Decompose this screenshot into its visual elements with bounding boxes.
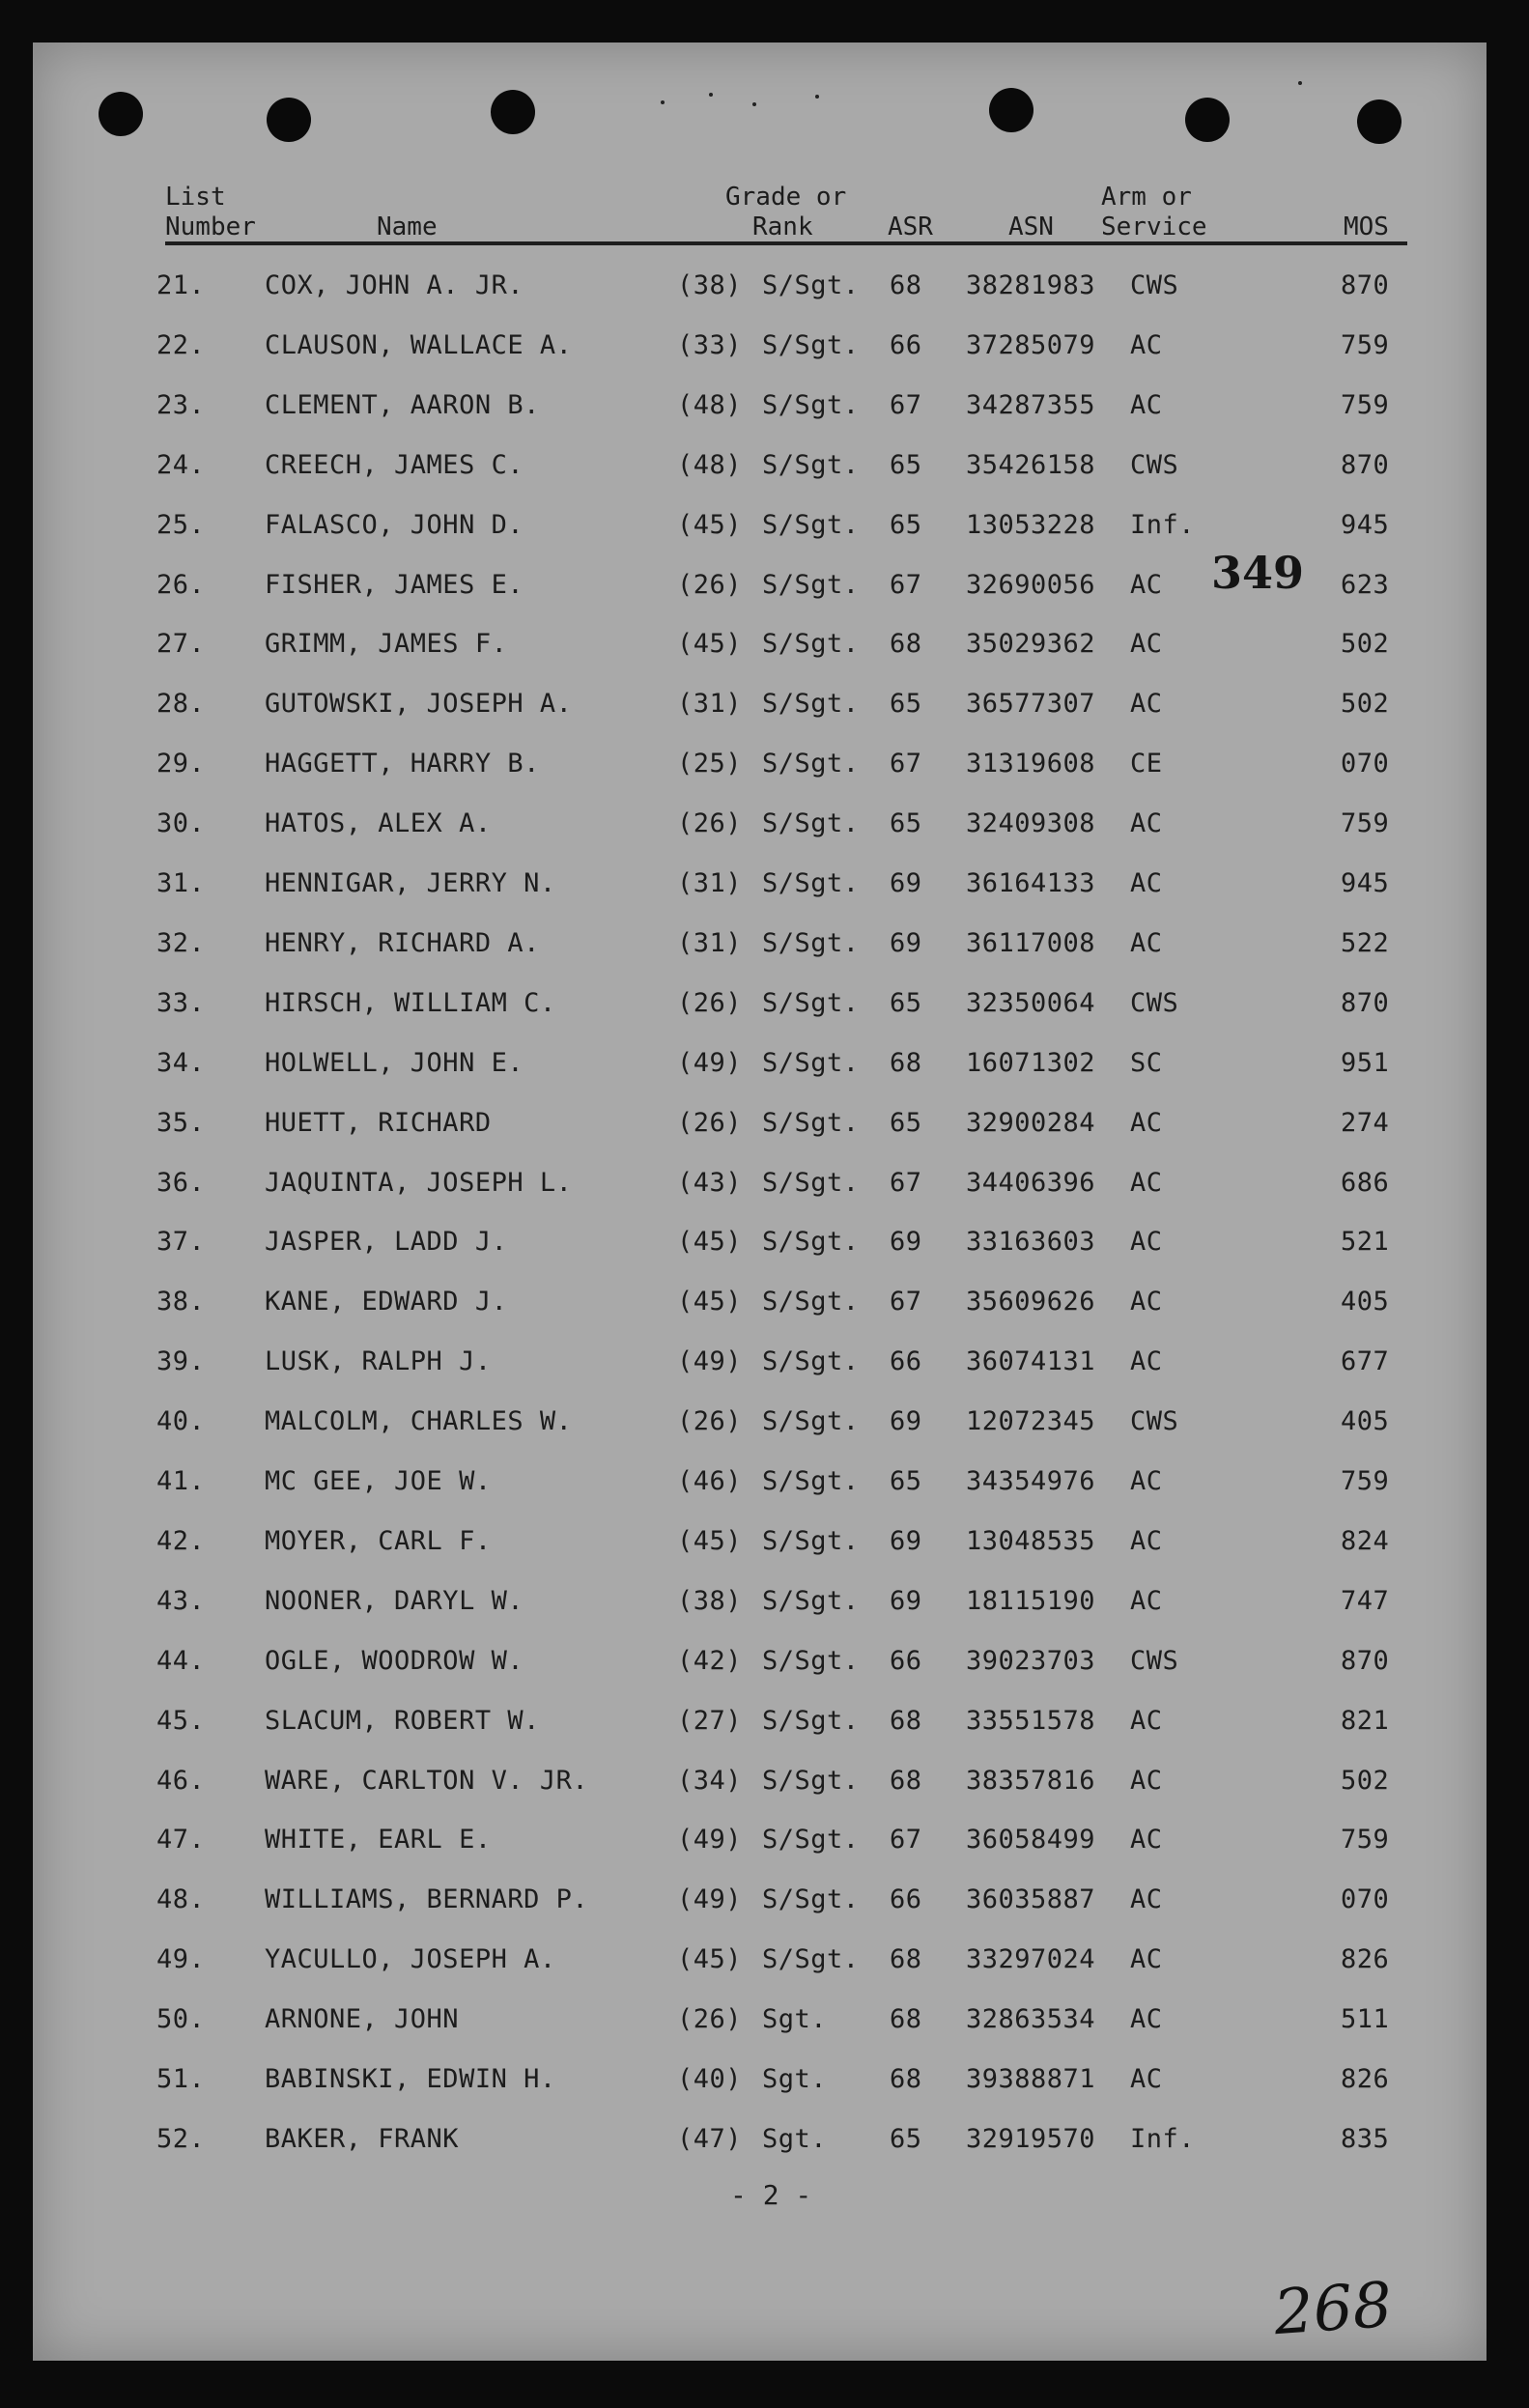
cell-age: (26) bbox=[677, 2004, 743, 2035]
cell-asn: 32863534 bbox=[966, 2004, 1096, 2035]
cell-age: (26) bbox=[677, 1107, 743, 1138]
cell-list-number: 21. bbox=[156, 270, 206, 300]
cell-asr: 68 bbox=[890, 270, 922, 300]
cell-name: HIRSCH, WILLIAM C. bbox=[265, 987, 556, 1018]
cell-arm-service: CE bbox=[1130, 749, 1163, 779]
cell-grade: S/Sgt. bbox=[762, 1227, 860, 1258]
cell-mos: 759 bbox=[1341, 329, 1390, 360]
cell-name: WARE, CARLTON V. JR. bbox=[265, 1765, 589, 1796]
cell-arm-service: AC bbox=[1130, 1107, 1163, 1138]
speck bbox=[661, 100, 665, 104]
punch-hole bbox=[491, 90, 535, 134]
cell-mos: 945 bbox=[1341, 868, 1390, 898]
cell-arm-service: AC bbox=[1130, 689, 1163, 720]
cell-list-number: 30. bbox=[156, 808, 206, 839]
cell-age: (25) bbox=[677, 749, 743, 779]
cell-grade: S/Sgt. bbox=[762, 1585, 860, 1616]
cell-mos: 677 bbox=[1341, 1346, 1390, 1377]
cell-mos: 747 bbox=[1341, 1585, 1390, 1616]
cell-list-number: 35. bbox=[156, 1107, 206, 1138]
cell-list-number: 31. bbox=[156, 868, 206, 898]
cell-grade: S/Sgt. bbox=[762, 1107, 860, 1138]
cell-name: WHITE, EARL E. bbox=[265, 1825, 492, 1856]
cell-grade: S/Sgt. bbox=[762, 689, 860, 720]
cell-asr: 65 bbox=[890, 2123, 922, 2154]
cell-mos: 821 bbox=[1341, 1705, 1390, 1736]
cell-asr: 69 bbox=[890, 927, 922, 958]
cell-name: MOYER, CARL F. bbox=[265, 1525, 492, 1556]
cell-list-number: 45. bbox=[156, 1705, 206, 1736]
cell-grade: S/Sgt. bbox=[762, 270, 860, 300]
cell-asn: 32409308 bbox=[966, 808, 1096, 839]
cell-age: (38) bbox=[677, 1585, 743, 1616]
cell-mos: 759 bbox=[1341, 389, 1390, 420]
header-asn: ASN bbox=[1008, 212, 1054, 241]
cell-arm-service: AC bbox=[1130, 868, 1163, 898]
cell-mos: 405 bbox=[1341, 1287, 1390, 1317]
cell-grade: S/Sgt. bbox=[762, 1287, 860, 1317]
cell-list-number: 41. bbox=[156, 1466, 206, 1496]
cell-name: HATOS, ALEX A. bbox=[265, 808, 492, 839]
header-grade-2: Rank bbox=[752, 212, 813, 241]
cell-list-number: 28. bbox=[156, 689, 206, 720]
cell-asr: 67 bbox=[890, 1167, 922, 1198]
header-list-number-1: List bbox=[165, 183, 226, 212]
cell-asn: 38281983 bbox=[966, 270, 1096, 300]
cell-asn: 34406396 bbox=[966, 1167, 1096, 1198]
cell-asr: 68 bbox=[890, 2064, 922, 2094]
cell-asn: 12072345 bbox=[966, 1406, 1096, 1437]
cell-asn: 35426158 bbox=[966, 449, 1096, 480]
cell-asr: 65 bbox=[890, 1466, 922, 1496]
cell-asr: 69 bbox=[890, 1525, 922, 1556]
cell-age: (26) bbox=[677, 808, 743, 839]
cell-age: (45) bbox=[677, 1227, 743, 1258]
cell-grade: S/Sgt. bbox=[762, 1765, 860, 1796]
cell-mos: 521 bbox=[1341, 1227, 1390, 1258]
cell-asn: 36035887 bbox=[966, 1884, 1096, 1915]
cell-asr: 67 bbox=[890, 1825, 922, 1856]
cell-grade: Sgt. bbox=[762, 2123, 828, 2154]
cell-age: (49) bbox=[677, 1346, 743, 1377]
cell-name: BAKER, FRANK bbox=[265, 2123, 460, 2154]
cell-asn: 39023703 bbox=[966, 1645, 1096, 1676]
cell-asr: 66 bbox=[890, 329, 922, 360]
cell-age: (47) bbox=[677, 2123, 743, 2154]
cell-asn: 35029362 bbox=[966, 629, 1096, 660]
cell-list-number: 51. bbox=[156, 2064, 206, 2094]
cell-arm-service: AC bbox=[1130, 1944, 1163, 1975]
header-arm-2: Service bbox=[1101, 212, 1207, 241]
cell-mos: 759 bbox=[1341, 1466, 1390, 1496]
punch-hole bbox=[989, 88, 1033, 132]
cell-list-number: 34. bbox=[156, 1047, 206, 1078]
cell-list-number: 22. bbox=[156, 329, 206, 360]
cell-age: (26) bbox=[677, 1406, 743, 1437]
cell-age: (34) bbox=[677, 1765, 743, 1796]
cell-arm-service: AC bbox=[1130, 1227, 1163, 1258]
cell-arm-service: CWS bbox=[1130, 987, 1179, 1018]
cell-asr: 68 bbox=[890, 1944, 922, 1975]
cell-mos: 522 bbox=[1341, 927, 1390, 958]
cell-asr: 66 bbox=[890, 1645, 922, 1676]
cell-age: (27) bbox=[677, 1705, 743, 1736]
cell-list-number: 52. bbox=[156, 2123, 206, 2154]
cell-asn: 38357816 bbox=[966, 1765, 1096, 1796]
cell-asr: 65 bbox=[890, 987, 922, 1018]
speck bbox=[709, 93, 713, 97]
cell-asn: 16071302 bbox=[966, 1047, 1096, 1078]
cell-mos: 070 bbox=[1341, 1884, 1390, 1915]
cell-arm-service: AC bbox=[1130, 1287, 1163, 1317]
cell-grade: S/Sgt. bbox=[762, 509, 860, 540]
cell-list-number: 47. bbox=[156, 1825, 206, 1856]
cell-arm-service: AC bbox=[1130, 569, 1163, 600]
cell-arm-service: AC bbox=[1130, 1585, 1163, 1616]
cell-mos: 502 bbox=[1341, 689, 1390, 720]
cell-asn: 34354976 bbox=[966, 1466, 1096, 1496]
punch-hole bbox=[267, 98, 311, 142]
cell-mos: 511 bbox=[1341, 2004, 1390, 2035]
cell-arm-service: CWS bbox=[1130, 1406, 1179, 1437]
cell-age: (33) bbox=[677, 329, 743, 360]
cell-age: (45) bbox=[677, 629, 743, 660]
cell-grade: S/Sgt. bbox=[762, 449, 860, 480]
cell-list-number: 25. bbox=[156, 509, 206, 540]
cell-asn: 35609626 bbox=[966, 1287, 1096, 1317]
cell-arm-service: AC bbox=[1130, 629, 1163, 660]
cell-arm-service: CWS bbox=[1130, 270, 1179, 300]
cell-name: CLEMENT, AARON B. bbox=[265, 389, 540, 420]
cell-asr: 67 bbox=[890, 569, 922, 600]
cell-mos: 870 bbox=[1341, 270, 1390, 300]
cell-asn: 13053228 bbox=[966, 509, 1096, 540]
punch-hole bbox=[1185, 98, 1230, 142]
cell-arm-service: AC bbox=[1130, 808, 1163, 839]
stamp-number: 349 bbox=[1211, 547, 1305, 599]
cell-grade: S/Sgt. bbox=[762, 1705, 860, 1736]
cell-mos: 274 bbox=[1341, 1107, 1390, 1138]
cell-asn: 34287355 bbox=[966, 389, 1096, 420]
cell-asr: 67 bbox=[890, 1287, 922, 1317]
cell-asr: 67 bbox=[890, 749, 922, 779]
cell-age: (26) bbox=[677, 569, 743, 600]
cell-list-number: 39. bbox=[156, 1346, 206, 1377]
cell-age: (48) bbox=[677, 449, 743, 480]
cell-arm-service: AC bbox=[1130, 1525, 1163, 1556]
cell-grade: S/Sgt. bbox=[762, 749, 860, 779]
cell-arm-service: AC bbox=[1130, 2004, 1163, 2035]
cell-name: HAGGETT, HARRY B. bbox=[265, 749, 540, 779]
cell-asn: 33297024 bbox=[966, 1944, 1096, 1975]
punch-hole bbox=[1357, 99, 1402, 144]
cell-name: SLACUM, ROBERT W. bbox=[265, 1705, 540, 1736]
cell-age: (31) bbox=[677, 689, 743, 720]
cell-grade: S/Sgt. bbox=[762, 927, 860, 958]
cell-asn: 13048535 bbox=[966, 1525, 1096, 1556]
cell-name: GRIMM, JAMES F. bbox=[265, 629, 508, 660]
cell-name: KANE, EDWARD J. bbox=[265, 1287, 508, 1317]
cell-name: JASPER, LADD J. bbox=[265, 1227, 508, 1258]
cell-asr: 66 bbox=[890, 1884, 922, 1915]
cell-name: GUTOWSKI, JOSEPH A. bbox=[265, 689, 573, 720]
cell-list-number: 27. bbox=[156, 629, 206, 660]
page-number: - 2 - bbox=[730, 2179, 812, 2211]
cell-name: HOLWELL, JOHN E. bbox=[265, 1047, 524, 1078]
speck bbox=[1298, 81, 1302, 85]
header-rule bbox=[165, 241, 1407, 245]
cell-age: (40) bbox=[677, 2064, 743, 2094]
cell-list-number: 42. bbox=[156, 1525, 206, 1556]
cell-list-number: 48. bbox=[156, 1884, 206, 1915]
document-page bbox=[33, 42, 1487, 2361]
cell-arm-service: CWS bbox=[1130, 449, 1179, 480]
cell-arm-service: AC bbox=[1130, 1825, 1163, 1856]
cell-age: (43) bbox=[677, 1167, 743, 1198]
cell-name: MALCOLM, CHARLES W. bbox=[265, 1406, 573, 1437]
cell-grade: S/Sgt. bbox=[762, 1346, 860, 1377]
cell-age: (26) bbox=[677, 987, 743, 1018]
cell-asr: 68 bbox=[890, 1047, 922, 1078]
cell-age: (49) bbox=[677, 1047, 743, 1078]
cell-age: (49) bbox=[677, 1884, 743, 1915]
cell-arm-service: AC bbox=[1130, 1705, 1163, 1736]
cell-age: (46) bbox=[677, 1466, 743, 1496]
cell-asr: 65 bbox=[890, 509, 922, 540]
cell-asn: 33551578 bbox=[966, 1705, 1096, 1736]
speck bbox=[815, 95, 819, 99]
cell-name: CREECH, JAMES C. bbox=[265, 449, 524, 480]
cell-asn: 36577307 bbox=[966, 689, 1096, 720]
cell-asr: 69 bbox=[890, 1585, 922, 1616]
cell-age: (31) bbox=[677, 868, 743, 898]
cell-arm-service: AC bbox=[1130, 1884, 1163, 1915]
cell-arm-service: Inf. bbox=[1130, 2123, 1196, 2154]
cell-arm-service: Inf. bbox=[1130, 509, 1196, 540]
cell-arm-service: AC bbox=[1130, 1765, 1163, 1796]
cell-name: MC GEE, JOE W. bbox=[265, 1466, 492, 1496]
cell-asn: 32690056 bbox=[966, 569, 1096, 600]
cell-grade: S/Sgt. bbox=[762, 1525, 860, 1556]
cell-mos: 826 bbox=[1341, 2064, 1390, 2094]
cell-mos: 759 bbox=[1341, 808, 1390, 839]
cell-asn: 36117008 bbox=[966, 927, 1096, 958]
cell-age: (31) bbox=[677, 927, 743, 958]
cell-asr: 68 bbox=[890, 1705, 922, 1736]
speck bbox=[752, 102, 756, 106]
cell-grade: S/Sgt. bbox=[762, 1645, 860, 1676]
cell-mos: 405 bbox=[1341, 1406, 1390, 1437]
cell-mos: 623 bbox=[1341, 569, 1390, 600]
cell-arm-service: AC bbox=[1130, 2064, 1163, 2094]
cell-grade: S/Sgt. bbox=[762, 1406, 860, 1437]
cell-mos: 826 bbox=[1341, 1944, 1390, 1975]
header-name: Name bbox=[377, 212, 438, 241]
cell-list-number: 43. bbox=[156, 1585, 206, 1616]
cell-age: (45) bbox=[677, 1525, 743, 1556]
cell-asr: 68 bbox=[890, 1765, 922, 1796]
cell-asn: 37285079 bbox=[966, 329, 1096, 360]
cell-asn: 18115190 bbox=[966, 1585, 1096, 1616]
cell-asn: 32919570 bbox=[966, 2123, 1096, 2154]
cell-grade: S/Sgt. bbox=[762, 808, 860, 839]
cell-grade: Sgt. bbox=[762, 2064, 828, 2094]
cell-list-number: 46. bbox=[156, 1765, 206, 1796]
cell-name: HUETT, RICHARD bbox=[265, 1107, 492, 1138]
cell-asr: 68 bbox=[890, 629, 922, 660]
cell-arm-service: AC bbox=[1130, 1466, 1163, 1496]
cell-list-number: 23. bbox=[156, 389, 206, 420]
cell-asr: 67 bbox=[890, 389, 922, 420]
cell-asn: 39388871 bbox=[966, 2064, 1096, 2094]
cell-grade: Sgt. bbox=[762, 2004, 828, 2035]
cell-grade: S/Sgt. bbox=[762, 1825, 860, 1856]
cell-asr: 69 bbox=[890, 1406, 922, 1437]
cell-asn: 32900284 bbox=[966, 1107, 1096, 1138]
cell-name: WILLIAMS, BERNARD P. bbox=[265, 1884, 589, 1915]
cell-age: (48) bbox=[677, 389, 743, 420]
cell-list-number: 26. bbox=[156, 569, 206, 600]
cell-asn: 32350064 bbox=[966, 987, 1096, 1018]
cell-grade: S/Sgt. bbox=[762, 1884, 860, 1915]
cell-grade: S/Sgt. bbox=[762, 1944, 860, 1975]
cell-arm-service: SC bbox=[1130, 1047, 1163, 1078]
cell-mos: 870 bbox=[1341, 449, 1390, 480]
cell-name: ARNONE, JOHN bbox=[265, 2004, 460, 2035]
cell-mos: 835 bbox=[1341, 2123, 1390, 2154]
cell-list-number: 40. bbox=[156, 1406, 206, 1437]
cell-mos: 870 bbox=[1341, 1645, 1390, 1676]
header-grade-1: Grade or bbox=[725, 183, 847, 212]
cell-asr: 68 bbox=[890, 2004, 922, 2035]
cell-asn: 31319608 bbox=[966, 749, 1096, 779]
cell-grade: S/Sgt. bbox=[762, 1167, 860, 1198]
cell-asr: 65 bbox=[890, 1107, 922, 1138]
cell-list-number: 24. bbox=[156, 449, 206, 480]
cell-name: OGLE, WOODROW W. bbox=[265, 1645, 524, 1676]
cell-mos: 870 bbox=[1341, 987, 1390, 1018]
cell-age: (45) bbox=[677, 1944, 743, 1975]
cell-arm-service: AC bbox=[1130, 1346, 1163, 1377]
cell-list-number: 37. bbox=[156, 1227, 206, 1258]
cell-arm-service: AC bbox=[1130, 389, 1163, 420]
cell-name: NOONER, DARYL W. bbox=[265, 1585, 524, 1616]
cell-name: LUSK, RALPH J. bbox=[265, 1346, 492, 1377]
cell-mos: 070 bbox=[1341, 749, 1390, 779]
cell-list-number: 29. bbox=[156, 749, 206, 779]
header-mos: MOS bbox=[1344, 212, 1389, 241]
cell-name: HENRY, RICHARD A. bbox=[265, 927, 540, 958]
cell-grade: S/Sgt. bbox=[762, 629, 860, 660]
cell-mos: 951 bbox=[1341, 1047, 1390, 1078]
cell-list-number: 38. bbox=[156, 1287, 206, 1317]
cell-list-number: 44. bbox=[156, 1645, 206, 1676]
cell-name: HENNIGAR, JERRY N. bbox=[265, 868, 556, 898]
cell-list-number: 36. bbox=[156, 1167, 206, 1198]
cell-age: (45) bbox=[677, 509, 743, 540]
cell-arm-service: CWS bbox=[1130, 1645, 1179, 1676]
cell-asr: 65 bbox=[890, 689, 922, 720]
cell-age: (45) bbox=[677, 1287, 743, 1317]
cell-list-number: 32. bbox=[156, 927, 206, 958]
cell-mos: 502 bbox=[1341, 1765, 1390, 1796]
cell-grade: S/Sgt. bbox=[762, 329, 860, 360]
cell-grade: S/Sgt. bbox=[762, 1466, 860, 1496]
cell-grade: S/Sgt. bbox=[762, 987, 860, 1018]
cell-mos: 945 bbox=[1341, 509, 1390, 540]
cell-mos: 759 bbox=[1341, 1825, 1390, 1856]
cell-name: YACULLO, JOSEPH A. bbox=[265, 1944, 556, 1975]
cell-mos: 824 bbox=[1341, 1525, 1390, 1556]
cell-asn: 36164133 bbox=[966, 868, 1096, 898]
cell-asr: 69 bbox=[890, 1227, 922, 1258]
cell-name: FISHER, JAMES E. bbox=[265, 569, 524, 600]
cell-grade: S/Sgt. bbox=[762, 569, 860, 600]
cell-age: (42) bbox=[677, 1645, 743, 1676]
cell-name: BABINSKI, EDWIN H. bbox=[265, 2064, 556, 2094]
cell-list-number: 33. bbox=[156, 987, 206, 1018]
cell-asr: 65 bbox=[890, 808, 922, 839]
punch-hole bbox=[99, 92, 143, 136]
cell-arm-service: AC bbox=[1130, 329, 1163, 360]
cell-asn: 33163603 bbox=[966, 1227, 1096, 1258]
cell-asn: 36058499 bbox=[966, 1825, 1096, 1856]
cell-mos: 502 bbox=[1341, 629, 1390, 660]
cell-arm-service: AC bbox=[1130, 1167, 1163, 1198]
cell-asr: 66 bbox=[890, 1346, 922, 1377]
cell-grade: S/Sgt. bbox=[762, 389, 860, 420]
cell-age: (38) bbox=[677, 270, 743, 300]
cell-name: CLAUSON, WALLACE A. bbox=[265, 329, 573, 360]
cell-list-number: 50. bbox=[156, 2004, 206, 2035]
cell-name: JAQUINTA, JOSEPH L. bbox=[265, 1167, 573, 1198]
cell-list-number: 49. bbox=[156, 1944, 206, 1975]
cell-age: (49) bbox=[677, 1825, 743, 1856]
header-list-number-2: Number bbox=[165, 212, 256, 241]
handwritten-number: 268 bbox=[1271, 2269, 1395, 2350]
cell-arm-service: AC bbox=[1130, 927, 1163, 958]
header-arm-1: Arm or bbox=[1101, 183, 1192, 212]
cell-name: COX, JOHN A. JR. bbox=[265, 270, 524, 300]
cell-name: FALASCO, JOHN D. bbox=[265, 509, 524, 540]
header-asr: ASR bbox=[888, 212, 933, 241]
cell-asr: 69 bbox=[890, 868, 922, 898]
cell-asn: 36074131 bbox=[966, 1346, 1096, 1377]
cell-grade: S/Sgt. bbox=[762, 868, 860, 898]
cell-mos: 686 bbox=[1341, 1167, 1390, 1198]
cell-asr: 65 bbox=[890, 449, 922, 480]
cell-grade: S/Sgt. bbox=[762, 1047, 860, 1078]
